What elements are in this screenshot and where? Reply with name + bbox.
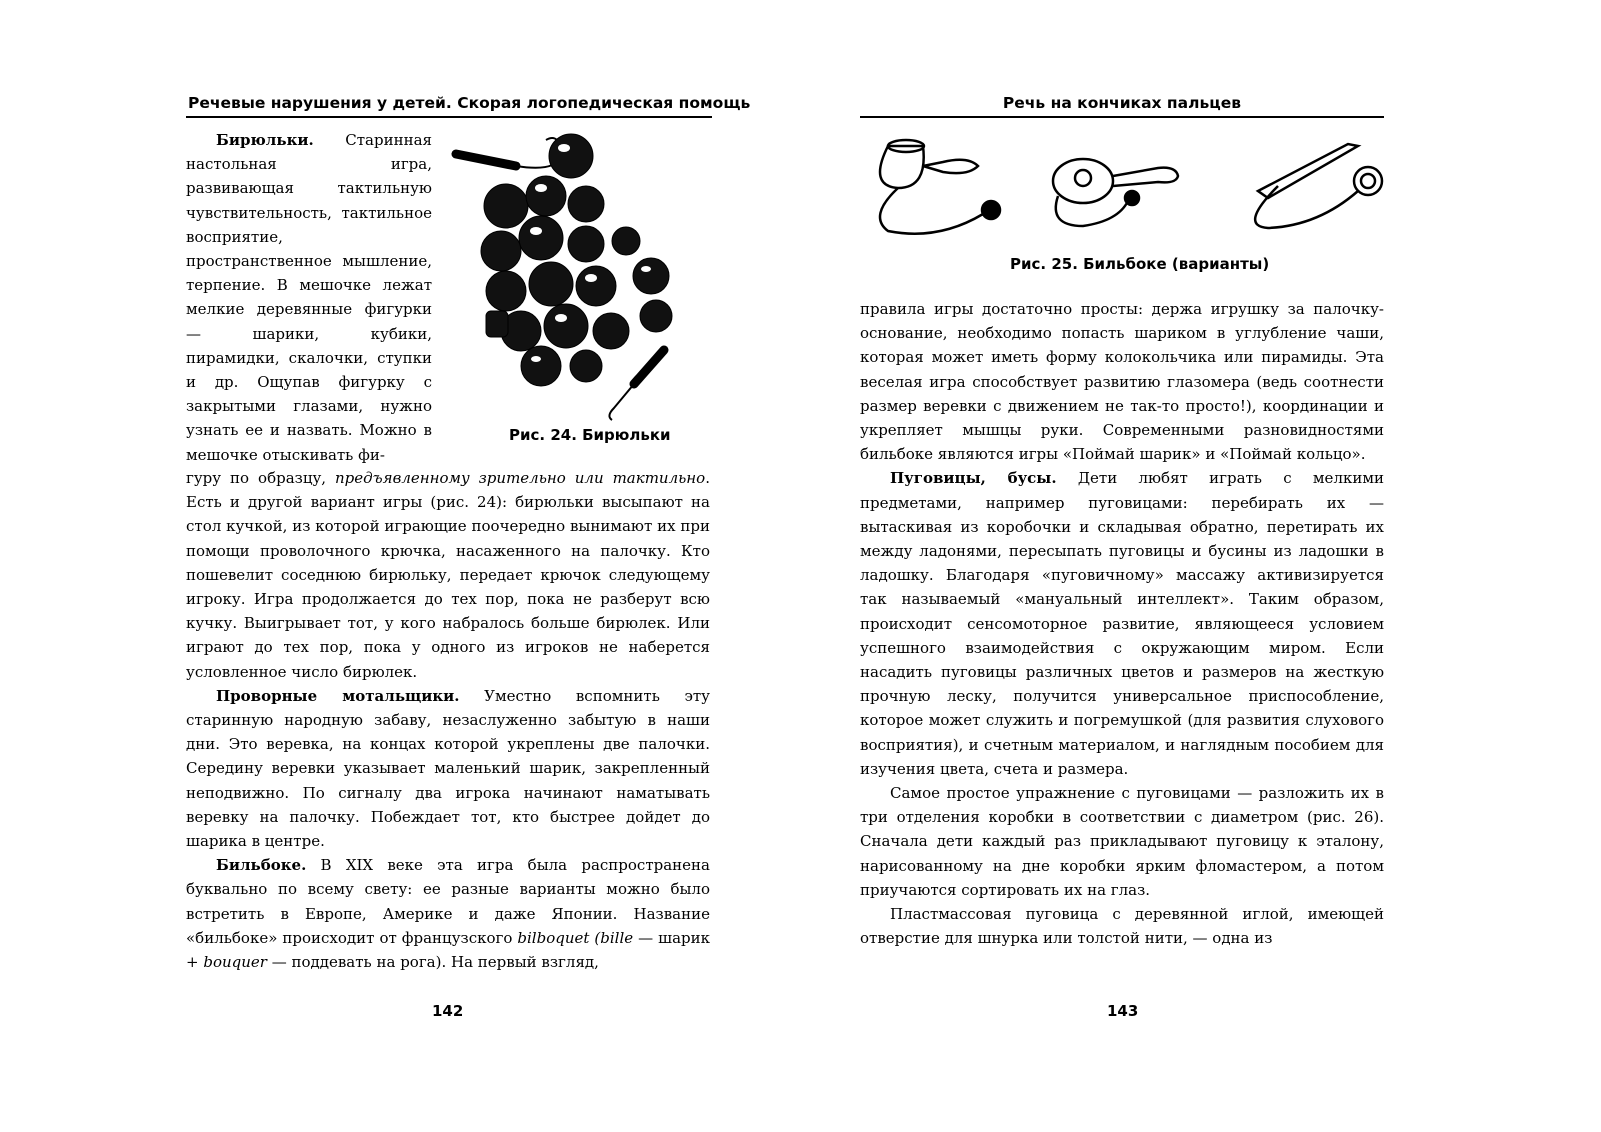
figure-25-caption: Рис. 25. Бильбоке (варианты)	[1010, 255, 1270, 273]
right-running-header: Речь на кончиках пальцев	[1002, 94, 1242, 112]
bilboke-italic-1: bilboquet (bille	[517, 928, 634, 947]
buttons-exercise-paragraph: Самое простое упражнение с пуговицами — разложить их в три отделения коробки в соответствии с диаметром (рис. 26). Сначала дети каждый раз прикладывают пуговицу к эталону, нарисованному на дне коробки ярким фломастером, а потом приучаются сортировать их на глаз.	[860, 784, 1384, 899]
right-page-number: 143	[1107, 1002, 1139, 1020]
bilboke-text-c: — поддевать на рога). На первый взгляд,	[266, 953, 599, 972]
left-header-rule	[186, 116, 712, 118]
plastic-button-paragraph: Пластмассовая пуговица с деревянной иглой, имеющей отверстие для шнурка или толстой нити, — одна из	[860, 905, 1384, 948]
bilboke-italic-2: bouquer	[203, 953, 267, 972]
right-header-rule	[860, 116, 1384, 118]
buttons-title: Пуговицы, бусы.	[890, 469, 1057, 488]
bilboke-rules-paragraph: правила игры достаточно просты: держа игрушку за палочку-основание, необходимо попасть шариком в углубление чаши, которая может иметь форму колокольчика или пирамиды. Эта веселая игра способствует развитию глазомера (ведь соотнести размер веревки с движением не так-то просто!), координации и укрепляет мышцы руки. Современными разновидностями бильбоке являются игры «Поймай шарик» и «Поймай кольцо».	[860, 300, 1384, 464]
birulki-title: Бирюльки.	[216, 131, 314, 149]
birulki-text-italic: предъявленному зрительно или тактильно	[335, 469, 706, 487]
motalshchiki-title: Проворные мотальщики.	[216, 686, 460, 705]
birulki-text-cont-b: . Есть и другой вариант игры (рис. 24): бирюльки высыпают на стол кучкой, из которой играющие поочередно вынимают их при помощи проволочного крючка, насаженного на палочку. Кто пошевелит соседнюю бирюльку, передает крючок следующему игроку. Игра продолжается до тех пор, пока не разберут всю кучку. Выигрывает тот, у кого набралось больше бирюлек. Или играют до тех пор, пока у одного из игроков не наберется условленное число бирюлек.	[186, 469, 710, 681]
birulki-illustration	[446, 126, 712, 426]
right-main-text	[860, 297, 1384, 950]
bilboke-text-a: В XIX веке эта игра была распространена буквально по всему свету: ее разные варианты можно было встретить в Европе, Америке и даже Японии. Название «бильбоке» происходит от французского	[186, 856, 710, 947]
birulki-paragraph-wrapped	[186, 128, 432, 467]
left-running-header: Речевые нарушения у детей. Скорая логопедическая помощь	[188, 94, 751, 112]
birulki-text-cont-a: гуру по образцу,	[186, 469, 336, 487]
left-main-text	[186, 466, 710, 974]
figure-24-caption: Рис. 24. Бирюльки	[509, 426, 671, 444]
bilboke-title: Бильбоке.	[216, 856, 307, 875]
bilboke-text-b: — шарик +	[186, 928, 710, 972]
buttons-text: Дети любят играть с мелкими предметами, например пуговицами: перебирать их — вытаскивая из коробочки и складывая обратно, перетирать их между ладонями, пересыпать пуговицы и бусины из ладошки в ладошку. Благодаря «пуговичному» массажу активизируется так называемый «мануальный интеллект». Таким образом, происходит сенсомоторное развитие, являющееся условием успешного взаимодействия с окружающим миром. Если насадить пуговицы различных цветов и размеров на жесткую прочную леску, получится универсальное приспособление, которое может служить и погремушкой (для развития слухового восприятия), и счетным материалом, и наглядным пособием для изучения цвета, счета и размера.	[860, 469, 1385, 778]
motalshchiki-text: Уместно вспомнить эту старинную народную забаву, незаслуженно забытую в наши дни. Это веревка, на концах которой укреплены две палочки. Середину веревки указывает маленький шарик, закрепленный неподвижно. По сигналу два игрока начинают наматывать веревку на палочку. Побеждает тот, кто быстрее дойдет до шарика в центре.	[186, 686, 710, 851]
birulki-text-wrapped: Старинная настольная игра, развивающая тактильную чувствительность, тактильное восприятие, пространственное мышление, терпение. В мешочке лежат мелкие деревянные фигурки — шарики, кубики, пирамидки, скалочки, ступки и др. Ощупав фигурку с закрытыми глазами, нужно узнать ее и назвать. Можно в мешочке отыскивать фи-	[186, 131, 432, 464]
left-page-number: 142	[432, 1002, 464, 1020]
bilboke-illustration	[858, 126, 1388, 246]
